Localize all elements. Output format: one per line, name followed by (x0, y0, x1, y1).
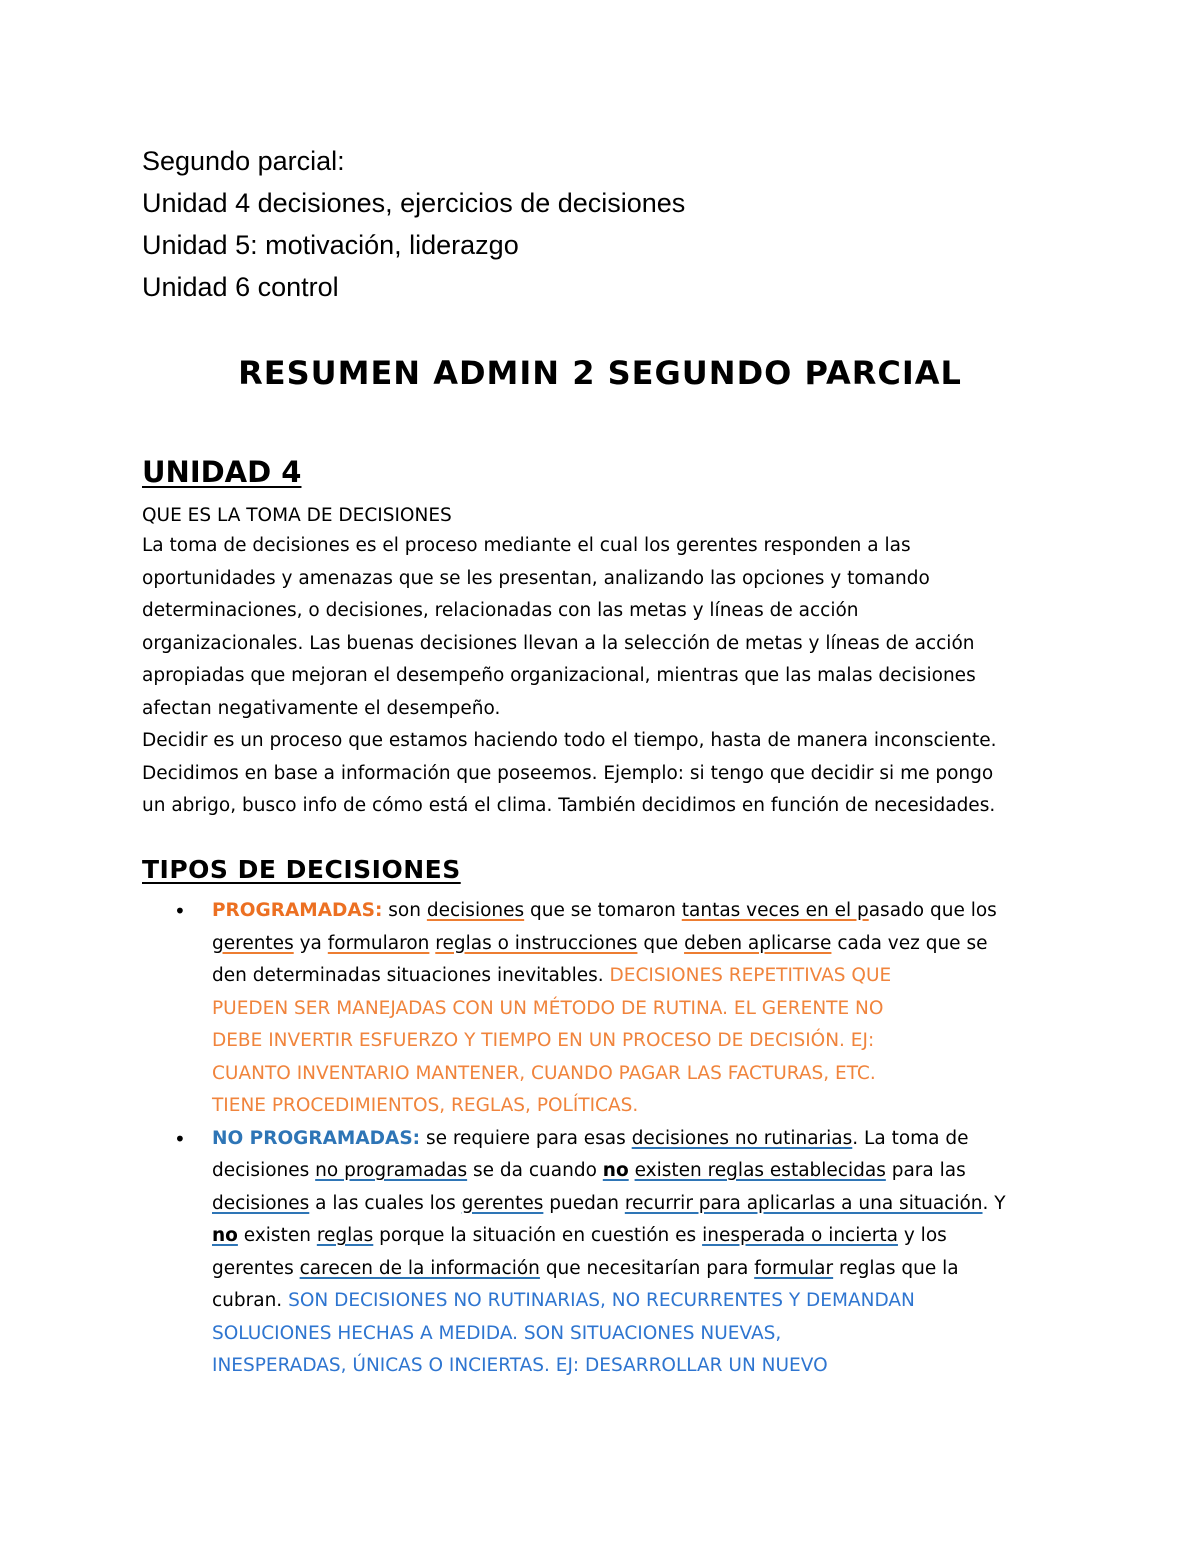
text-run: decisiones (212, 1160, 310, 1181)
paragraph-line: un abrigo, busco info de cómo está el clima. También decidimos en función de necesidades. (142, 795, 996, 816)
text-run: que (643, 932, 679, 954)
underlined-run: existen reglas establecidas (634, 1160, 886, 1181)
text-run: para las (891, 1160, 966, 1181)
bullet-icon: • (174, 899, 186, 923)
item-line (212, 960, 1006, 993)
header-line: Segundo parcial: (142, 146, 345, 176)
orange-note: DECISIONES REPETITIVAS QUE (609, 965, 892, 986)
unidad-heading: UNIDAD 4 (142, 455, 302, 489)
item-line (212, 895, 1006, 928)
underlined-run: deben aplicarse (684, 932, 832, 954)
underlined-run: inesperada o incierta (702, 1225, 898, 1246)
underlined-run: carecen de la información (299, 1257, 540, 1279)
paragraph-line: La toma de decisiones es el proceso mediante el cual los gerentes responden a las (142, 535, 911, 556)
text-run: ya (299, 932, 322, 954)
item-line (212, 1155, 1006, 1188)
orange-note-line: PUEDEN SER MANEJADAS CON UN MÉTODO DE RUTINA. EL GERENTE NO (212, 997, 884, 1019)
item-line (212, 1285, 1006, 1318)
definition-paragraph (142, 530, 996, 823)
orange-note-line: DEBE INVERTIR ESFUERZO Y TIEMPO EN UN PROCESO DE DECISIÓN. EJ: (212, 1030, 875, 1051)
underlined-run: gerentes (212, 932, 294, 954)
text-run: puedan (549, 1192, 619, 1214)
item-line (212, 1253, 1006, 1286)
underlined-run: decisiones no rutinarias (631, 1127, 853, 1149)
underlined-bold-run: no (212, 1225, 238, 1246)
text-run: cada vez que se (837, 932, 988, 954)
text-run: gerentes (212, 1257, 294, 1279)
decision-types-list (174, 895, 1006, 1383)
header-line: Unidad 5: motivación, liderazgo (142, 230, 519, 260)
underlined-run: decisiones (212, 1192, 310, 1214)
keyword-programadas: PROGRAMADAS: (212, 900, 383, 921)
underlined-run: tantas veces en el p (681, 900, 869, 921)
underlined-run: decisiones (426, 900, 525, 921)
paragraph-line: afectan negativamente el desempeño. (142, 697, 501, 719)
exam-header (142, 140, 685, 308)
orange-note-line: CUANTO INVENTARIO MANTENER, CUANDO PAGAR LAS FACTURAS, ETC. (212, 1062, 876, 1084)
item-line (212, 1188, 1006, 1221)
paragraph-line: oportunidades y amenazas que se les presentan, analizando las opciones y tomando (142, 567, 930, 589)
text-run: existen (243, 1225, 311, 1246)
orange-note-line: TIENE PROCEDIMIENTOS, REGLAS, POLÍTICAS. (212, 1095, 639, 1116)
paragraph-line: determinaciones, o decisiones, relacionadas con las metas y líneas de acción (142, 600, 859, 621)
header-line: Unidad 6 control (142, 272, 339, 302)
blue-note: SON DECISIONES NO RUTINARIAS, NO RECURRENTES Y DEMANDAN (288, 1290, 915, 1311)
text-run: asado que los (868, 900, 997, 921)
text-run: reglas que la (839, 1257, 959, 1279)
section-subheading: QUE ES LA TOMA DE DECISIONES (142, 505, 452, 526)
text-run: se da cuando (473, 1160, 597, 1181)
bullet-icon: • (174, 1126, 186, 1151)
text-run: a las cuales los (315, 1192, 456, 1214)
underlined-run: formularon (327, 932, 430, 954)
blue-note-line: INESPERADAS, ÚNICAS O INCIERTAS. EJ: DESARROLLAR UN NUEVO (212, 1355, 828, 1376)
item-line (212, 1220, 1006, 1253)
text-run: . La toma de (852, 1127, 969, 1149)
item-line (212, 1123, 1006, 1156)
text-run: . Y (982, 1192, 1006, 1214)
paragraph-line: Decidimos en base a información que poseemos. Ejemplo: si tengo que decidir si me pongo (142, 762, 994, 784)
text-run: se requiere para esas (425, 1127, 626, 1149)
underlined-run: reglas o instrucciones (435, 932, 638, 954)
document-title: RESUMEN ADMIN 2 SEGUNDO PARCIAL (238, 354, 962, 392)
text-run: son (388, 900, 421, 921)
underlined-run: reglas (316, 1225, 374, 1246)
underlined-run: gerentes (461, 1192, 544, 1214)
text-run: cubran. (212, 1290, 283, 1311)
underlined-run: no programadas (315, 1160, 468, 1181)
keyword-no-programadas: NO PROGRAMADAS: (212, 1127, 421, 1149)
tipos-heading: TIPOS DE DECISIONES (142, 855, 461, 884)
text-run: den determinadas situaciones inevitables. (212, 965, 604, 986)
blue-note-line: SOLUCIONES HECHAS A MEDIDA. SON SITUACIONES NUEVAS, (212, 1322, 782, 1344)
underlined-run: formular (754, 1257, 834, 1279)
list-item-programadas (174, 895, 1006, 1123)
list-item-no-programadas (174, 1123, 1006, 1383)
underlined-run: recurrir para aplicarlas a una situación (624, 1192, 983, 1214)
text-run: que se tomaron (530, 900, 676, 921)
paragraph-line: apropiadas que mejoran el desempeño organizacional, mientras que las malas decisiones (142, 665, 976, 686)
header-line: Unidad 4 decisiones, ejercicios de decisiones (142, 188, 686, 218)
item-line (212, 928, 1006, 961)
paragraph-line: organizacionales. Las buenas decisiones llevan a la selección de metas y líneas de acción (142, 632, 975, 654)
underlined-bold-run: no (602, 1160, 629, 1181)
text-run: y los (903, 1225, 947, 1246)
paragraph-line: Decidir es un proceso que estamos haciendo todo el tiempo, hasta de manera inconsciente. (142, 730, 997, 751)
text-run: porque la situación en cuestión es (379, 1225, 697, 1246)
text-run: que necesitarían para (545, 1257, 749, 1279)
